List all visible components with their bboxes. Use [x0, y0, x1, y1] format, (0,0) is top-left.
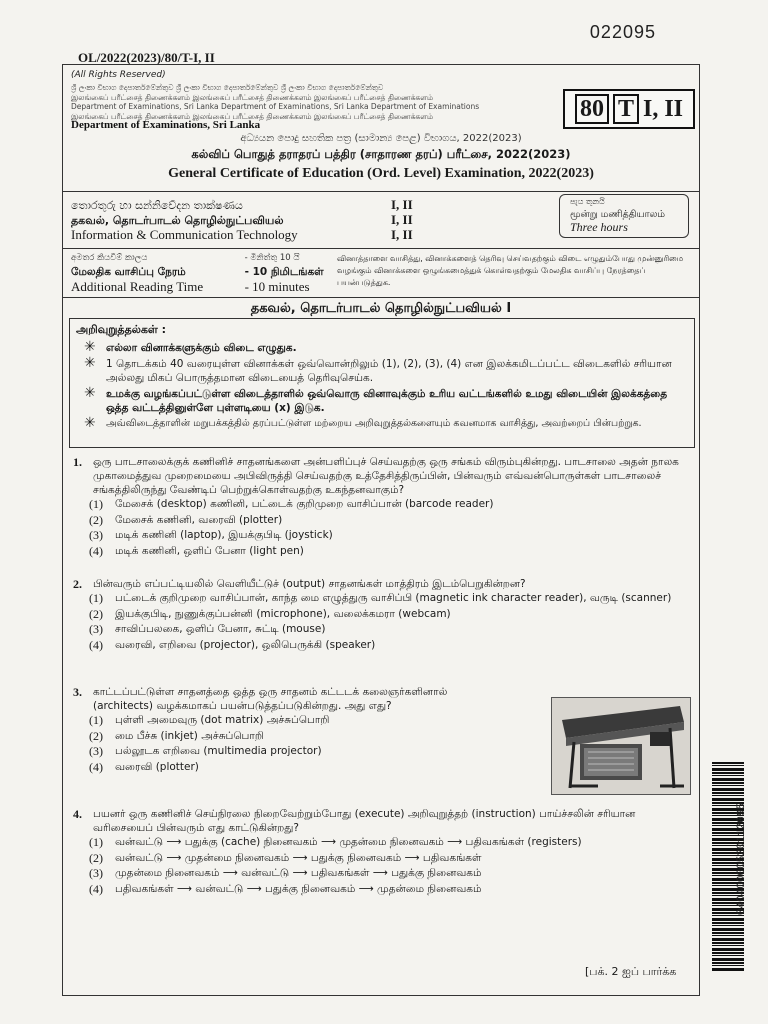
watermark-line: இலங்கைப் பரீட்சைத் திணைக்களம் இலங்கைப் பரீட்சைத் திணைக்களம் இலங்கைப் பரீட்சைத் திணைக்களம் — [71, 111, 433, 121]
question-number: 3. — [73, 685, 82, 699]
department-name: Department of Examinations, Sri Lanka — [71, 119, 261, 131]
option-2 — [89, 851, 691, 867]
duration-tamil: மூன்று மணித்தியாலம் — [570, 209, 666, 220]
reading-time-value: - 10 நிமிடங்கள் — [244, 266, 324, 278]
asterisk-icon: ✳ — [84, 415, 96, 431]
question-2 — [73, 577, 691, 653]
option-4 — [89, 638, 691, 654]
instruction-text: அவ்விடைத்தாளின் மறுபக்கத்தில் தரப்பட்டுள்ள மற்றைய அறிவுறுத்தல்களையும் கவனமாக வாசித்து, அவற்றைப் பின்பற்றுக. — [106, 418, 642, 429]
instructions-heading: அறிவுறுத்தல்கள் : — [76, 323, 167, 336]
option-3 — [89, 744, 483, 760]
barcode-number: 04040000520112095 — [736, 802, 748, 916]
exam-title-tamil: கல்விப் பொதுத் தராதரப் பத்திர (சாதாரண தரப்) பரீட்சை, 2022(2023) — [191, 147, 571, 161]
option-text: மேசைக் (desktop) கணினி, பட்டைக் குறிமுறை வாசிப்பான் (barcode reader) — [115, 498, 494, 510]
option-label: (2) — [89, 850, 103, 865]
option-label: (1) — [89, 835, 103, 849]
reading-time-english — [71, 279, 341, 292]
option-text: வன்வட்டு ⟶ முதன்மை நினைவகம் ⟶ பதுக்கு நினைவகம் ⟶ பதிவகங்கள் — [115, 851, 482, 864]
instruction-text: உமக்கு வழங்கப்பட்டுள்ள விடைத்தாளில் ஒவ்வொரு வினாவுக்கும் உரிய வட்டங்களில் உமது விடையின் இலக்கத்தை ஒத்த வட்டத்தினுள்ளே புள்ளடியை (x) இடுக. — [106, 388, 668, 414]
rights-notice — [71, 70, 166, 80]
option-text: பல்லூடக எறிவை (multimedia projector) — [115, 745, 322, 757]
subject-name: தகவல், தொடர்பாடல் தொழில்நுட்பவியல் — [71, 214, 284, 227]
exam-page — [62, 64, 700, 996]
option-text: வரைவி (plotter) — [115, 760, 199, 773]
question-stem: காட்டப்பட்டுள்ள சாதனத்தை ஒத்த ஒரு சாதனம் கட்டடக் கலைஞர்களினால் (architects) வழக்கமாகப் பயன்படுத்தப்படுகின்றது. அது எது? — [93, 686, 448, 712]
reading-time-value: - මිනිත්තු 10 යි — [244, 253, 300, 263]
option-4 — [89, 544, 691, 560]
option-1 — [89, 497, 691, 513]
watermark-line: ශ්‍රී ලංකා විභාග දෙපාර්තමේන්තුව ශ්‍රී ලංකා විභාග දෙපාර්තමේන්තුව ශ්‍රී ලංකා විභාග දෙපාර්තමේන්තුව — [71, 83, 384, 92]
option-label: (4) — [89, 759, 103, 774]
option-label: (1) — [89, 713, 103, 727]
option-2 — [89, 729, 483, 745]
page-turn-note: [பக். 2 ஐப் பார்க்க — [585, 965, 677, 978]
instruction-text: எல்லா வினாக்களுக்கும் விடை எழுதுக. — [106, 342, 297, 354]
option-text: வரைவி, எறிவை (projector), ஒலிபெருக்கி (speaker) — [115, 638, 376, 651]
exam-title-english: General Certificate of Education (Ord. Level) Examination, 2022(2023) — [168, 166, 594, 181]
asterisk-icon: ✳ — [84, 355, 96, 371]
question-number: 2. — [73, 577, 82, 591]
reading-time-sinhala — [71, 253, 341, 266]
subject-number: 80 — [575, 94, 609, 124]
option-label: (2) — [89, 606, 103, 621]
question-4 — [73, 807, 691, 897]
section-title: தகவல், தொடர்பாடல் தொழில்நுட்பவியல் I — [250, 301, 512, 316]
duration-sinhala: පැය තුනයි — [570, 197, 605, 206]
watermark-line: Department of Examinations, Sri Lanka Department of Examinations, Sri Lanka Department of Examinations — [71, 102, 480, 111]
instruction-item — [84, 357, 684, 385]
option-text: மடிக் கணினி (laptop), இயக்குபிடி (joystick) — [115, 529, 333, 541]
option-text: சாவிப்பலகை, ஒளிப் பேனா, சுட்டி (mouse) — [115, 623, 326, 635]
option-text: மேசைக் கணினி, வரைவி (plotter) — [115, 513, 283, 526]
option-3 — [89, 866, 691, 882]
instruction-item — [84, 387, 684, 415]
option-label: (3) — [89, 744, 103, 758]
divider — [63, 248, 699, 249]
subject-paper: I, II — [391, 227, 413, 242]
instructions-box — [69, 318, 695, 448]
reading-time-block — [71, 253, 341, 292]
subject-row-english — [71, 227, 431, 242]
reading-time-note: வினாத்தாளை வாசித்து, வினாக்களைத் தெரிவு செய்வதற்கும் விடை எழுதும்போது முன்னுரிமை வழங்கும் வினாக்களை ஒழுங்கமைத்துக் கொள்வதற்கும் மேலதிக வாசிப்பு நேரத்தைப் பயன்படுத்துக. — [337, 254, 684, 287]
question-number: 1. — [73, 455, 82, 469]
serial-number: 022095 — [589, 22, 656, 42]
subject-paper: I, II — [391, 212, 413, 227]
asterisk-icon: ✳ — [84, 339, 96, 355]
option-label: (4) — [89, 637, 103, 652]
subject-row-tamil — [71, 212, 431, 227]
watermark-line: இலங்கைப் பரீட்சைத் திணைக்களம் இலங்கைப் பரீட்சைத் திணைக்களம் இலங்கைப் பரீட்சைத் திணைக்களம் — [71, 92, 433, 102]
plotter-photo — [551, 697, 691, 795]
option-label: (2) — [89, 728, 103, 743]
exam-title-sinhala: අධ්‍යයන පොදු සහතික පත්‍ර (සාමාන්‍ය පෙළ) විභාගය, 2022(2023) — [240, 133, 522, 144]
question-stem: பயனர் ஒரு கணினிச் செய்நிரலை நிறைவேற்றும்போது (execute) அறிவுறுத்தற் (instruction) பாய்ச்சலின் சரியான வரிசையைப் பின்வரும் எது காட்டுகின்றது? — [93, 808, 636, 834]
option-4 — [89, 760, 483, 776]
option-text: மை பீச்சு (inkjet) அச்சுப்பொறி — [115, 729, 264, 742]
subject-names — [71, 197, 431, 242]
option-label: (1) — [89, 497, 103, 511]
reading-time-value: - 10 minutes — [244, 279, 310, 294]
option-3 — [89, 528, 691, 544]
reading-time-label: අමතර කියවීම් කාලය — [71, 253, 148, 263]
question-1 — [73, 455, 691, 559]
question-number: 4. — [73, 807, 82, 821]
question-stem: ஒரு பாடசாலைக்குக் கணினிச் சாதனங்களை அன்பளிப்புச் செய்வதற்கு ஒரு சங்கம் விரும்புகின்றது. பாடசாலை அதன் நாலக முகாமைத்துவ முறைமையை அபிவிருத்தி செய்வதற்கு உத்தேசித்திருப்பின், பின்வரும் எவ்வன்பொருள்கள் பாடசாலைச் சங்கத்திலிருந்து வேண்டிப் பெற்றுக்கொள்வதற்கு உகந்தனவாகும்? — [93, 456, 679, 496]
option-text: புள்ளி அமைவுரு (dot matrix) அச்சுப்பொறி — [115, 714, 330, 726]
option-label: (3) — [89, 866, 103, 880]
question-3 — [73, 685, 483, 775]
reading-time-label: மேலதிக வாசிப்பு நேரம் — [71, 266, 186, 278]
divider — [63, 191, 699, 192]
option-3 — [89, 622, 691, 638]
option-text: வன்வட்டு ⟶ பதுக்கு (cache) நினைவகம் ⟶ முதன்மை நினைவகம் ⟶ பதிவகங்கள் (registers) — [115, 836, 582, 848]
option-2 — [89, 513, 691, 529]
subject-paper: I, II — [391, 197, 413, 212]
option-label: (3) — [89, 528, 103, 542]
option-label: (4) — [89, 543, 103, 558]
watermark-block — [71, 83, 611, 131]
instruction-item — [84, 341, 684, 355]
option-2 — [89, 607, 691, 623]
option-label: (2) — [89, 512, 103, 527]
plotter-illustration-icon — [552, 698, 690, 794]
asterisk-icon: ✳ — [84, 385, 96, 401]
option-text: பதிவகங்கள் ⟶ வன்வட்டு ⟶ பதுக்கு நினைவகம் ⟶ முதன்மை நினைவகம் — [115, 882, 482, 895]
question-stem: பின்வரும் எப்பட்டியலில் வெளியீட்டுச் (output) சாதனங்கள் மாத்திரம் இடம்பெறுகின்றன? — [93, 578, 526, 590]
option-1 — [89, 591, 691, 607]
instruction-text: 1 தொடக்கம் 40 வரையுள்ள வினாக்கள் ஒவ்வொன்றிலும் (1), (2), (3), (4) என இலக்கமிடப்பட்ட விடைகளில் சரியான அல்லது மிகப் பொருத்தமான விடையைத் தெரிவுசெய்க. — [106, 358, 672, 384]
subject-parts: I, II — [642, 95, 684, 122]
option-label: (4) — [89, 881, 103, 896]
instruction-item — [84, 417, 684, 431]
exam-titles — [63, 133, 699, 182]
paper-code: OL/2022(2023)/80/T-I, II — [78, 50, 215, 65]
subject-name: Information & Communication Technology — [71, 227, 298, 242]
duration-english: Three hours — [570, 220, 628, 234]
divider — [63, 297, 699, 298]
option-text: இயக்குபிடி, நுணுக்குப்பன்னி (microphone), வலைக்கமரா (webcam) — [115, 607, 451, 620]
rights-text: (All Rights Reserved) — [71, 70, 166, 80]
subject-code-box — [563, 89, 695, 129]
option-label: (3) — [89, 622, 103, 636]
reading-time-label: Additional Reading Time — [71, 279, 204, 294]
option-label: (1) — [89, 591, 103, 605]
option-1 — [89, 835, 691, 851]
option-4 — [89, 882, 691, 898]
option-1 — [89, 713, 483, 729]
subject-row-sinhala — [71, 197, 431, 212]
reading-time-tamil — [71, 266, 341, 279]
option-text: பட்டைக் குறிமுறை வாசிப்பான், காந்த மை எழுத்துரு வாசிப்பி (magnetic ink character reader), வருடி (scanner) — [115, 592, 672, 604]
subject-name: තොරතුරු හා සන්නිවේදන තාක්ෂණය — [71, 199, 243, 212]
duration-box — [559, 194, 689, 238]
option-text: மடிக் கணினி, ஒளிப் பேனா (light pen) — [115, 544, 304, 557]
subject-medium-letter: T — [613, 94, 639, 124]
option-text: முதன்மை நினைவகம் ⟶ வன்வட்டு ⟶ பதிவகங்கள் ⟶ பதுக்கு நினைவகம் — [115, 867, 482, 879]
